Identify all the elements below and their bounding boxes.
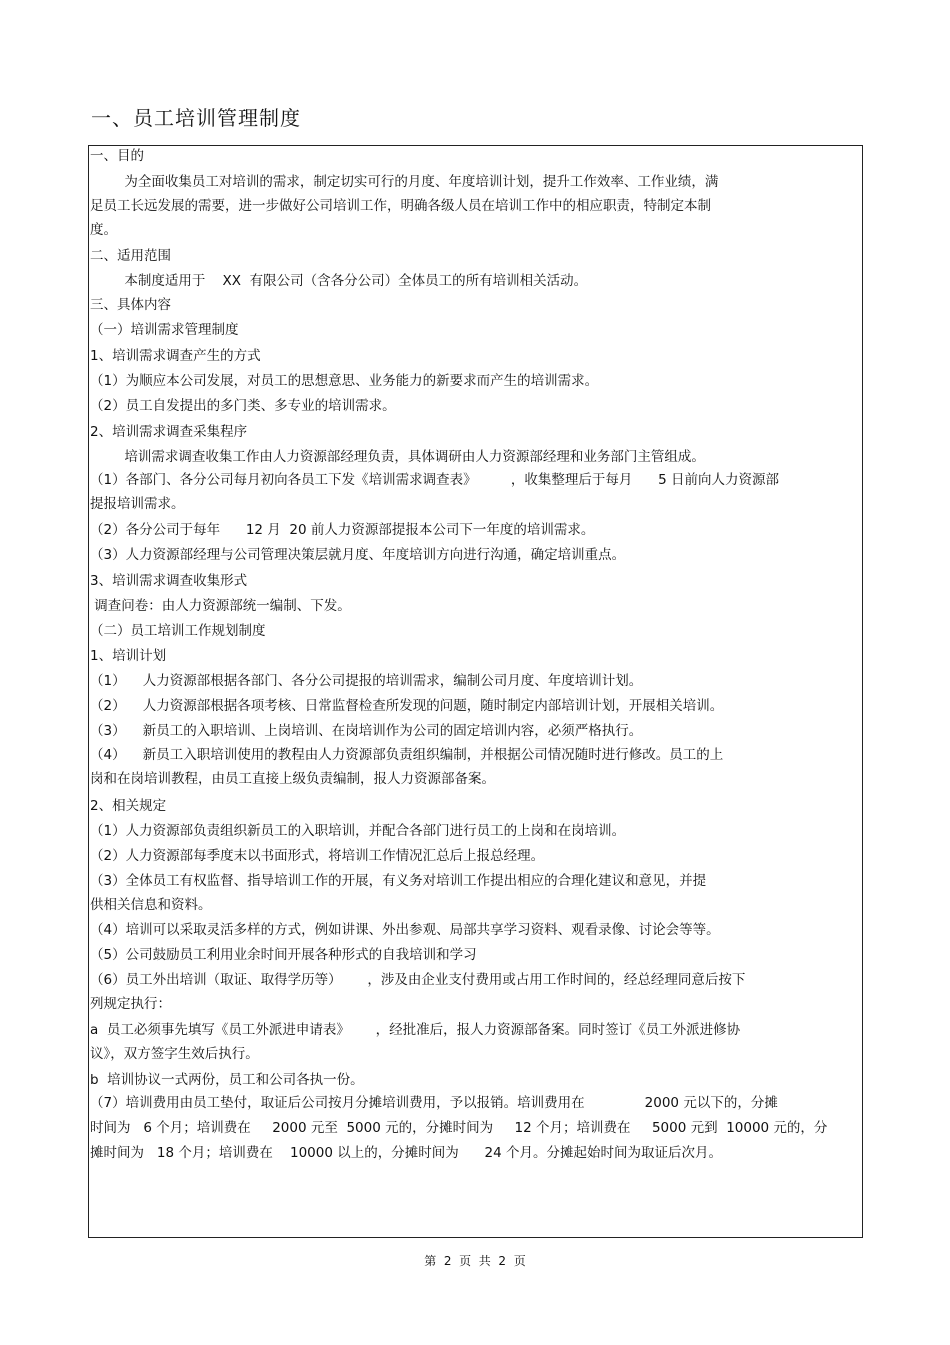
body-line: 1、培训需求调查产生的方式 [90,348,261,364]
body-line: （7）培训费用由员工垫付，取证后公司按月分摊培训费用，予以报销。培训费用在 2000 元以下的，分摊 [90,1095,778,1111]
body-line: 时间为 6 个月；培训费在 2000 元至 5000 元的，分摊时间为 12 个月；培训费在 5000 元到 10000 元的，分 [90,1120,828,1136]
body-line: 度。 [90,222,117,238]
body-line: b 培训协议一式两份，员工和公司各执一份。 [90,1072,364,1088]
body-line: （2）各分公司于每年 12 月 20 前人力资源部提报本公司下一年度的培训需求。 [90,522,595,538]
document-title: 一、员工培训管理制度 [91,106,301,130]
body-line: 二、适用范围 [90,248,171,264]
body-line: 培训需求调查收集工作由人力资源部经理负责，具体调研由人力资源部经理和业务部门主管组成。 [90,449,705,465]
body-line: 供相关信息和资料。 [90,897,212,913]
body-line: （3） 新员工的入职培训、上岗培训、在岗培训作为公司的固定培训内容，必须严格执行。 [90,723,643,739]
body-line: （5）公司鼓励员工利用业余时间开展各种形式的自我培训和学习 [90,947,477,963]
body-line: 提报培训需求。 [90,496,185,512]
body-line: a 员工必须事先填写《员工外派进申请表》 ，经批准后，报人力资源部备案。同时签订《员工外派进修协 [90,1022,741,1038]
body-line: （1）各部门、各分公司每月初向各员工下发《培训需求调查表》 ，收集整理后于每月 5 日前向人力资源部 [90,472,780,488]
body-line: （一）培训需求管理制度 [90,322,239,338]
body-line: 议》，双方签字生效后执行。 [90,1046,259,1062]
body-line: 摊时间为 18 个月；培训费在 10000 以上的，分摊时间为 24 个月。分摊起始时间为取证后次月。 [90,1145,722,1161]
body-line: 岗和在岗培训教程，由员工直接上级负责编制，报人力资源部备案。 [90,771,495,787]
body-line: 为全面收集员工对培训的需求，制定切实可行的月度、年度培训计划，提升工作效率、工作业绩，满 [90,174,719,190]
body-line: （1）为顺应本公司发展，对员工的思想意思、业务能力的新要求而产生的培训需求。 [90,373,599,389]
body-line: 列规定执行： [90,996,171,1012]
body-line: 1、培训计划 [90,648,167,664]
body-line: （6）员工外出培训（取证、取得学历等） ，涉及由企业支付费用或占用工作时间的，经总经理同意后按下 [90,972,746,988]
body-line: 2、相关规定 [90,798,167,814]
body-line: （4） 新员工入职培训使用的教程由人力资源部负责组织编制，并根据公司情况随时进行修改。员工的上 [90,747,724,763]
body-line: （3）全体员工有权监督、指导培训工作的开展，有义务对培训工作提出相应的合理化建议和意见，并提 [90,873,707,889]
body-line: （2）人力资源部每季度末以书面形式，将培训工作情况汇总后上报总经理。 [90,848,545,864]
body-line: 本制度适用于 XX 有限公司（含各分公司）全体员工的所有培训相关活动。 [90,273,588,289]
body-line: 3、培训需求调查收集形式 [90,573,248,589]
body-line: （二）员工培训工作规划制度 [90,623,266,639]
body-line: 一、目的 [90,148,144,164]
body-line: （2）员工自发提出的多门类、多专业的培训需求。 [90,398,396,414]
body-line: （2） 人力资源部根据各项考核、日常监督检查所发现的问题，随时制定内部培训计划，开展相关培训。 [90,698,724,714]
page-footer: 第 2 页 共 2 页 [424,1254,526,1268]
body-line: （3）人力资源部经理与公司管理决策层就月度、年度培训方向进行沟通，确定培训重点。 [90,547,626,563]
body-line: 2、培训需求调查采集程序 [90,424,248,440]
body-line: 三、具体内容 [90,297,171,313]
body-line: 调查问卷：由人力资源部统一编制、下发。 [90,598,351,614]
body-line: （4）培训可以采取灵活多样的方式，例如讲课、外出参观、局部共享学习资料、观看录像、讨论会等等。 [90,922,720,938]
body-line: （1）人力资源部负责组织新员工的入职培训，并配合各部门进行员工的上岗和在岗培训。 [90,823,626,839]
body-line: （1） 人力资源部根据各部门、各分公司提报的培训需求，编制公司月度、年度培训计划。 [90,673,643,689]
body-line: 足员工长远发展的需要，进一步做好公司培训工作，明确各级人员在培训工作中的相应职责，特制定本制 [90,198,711,214]
